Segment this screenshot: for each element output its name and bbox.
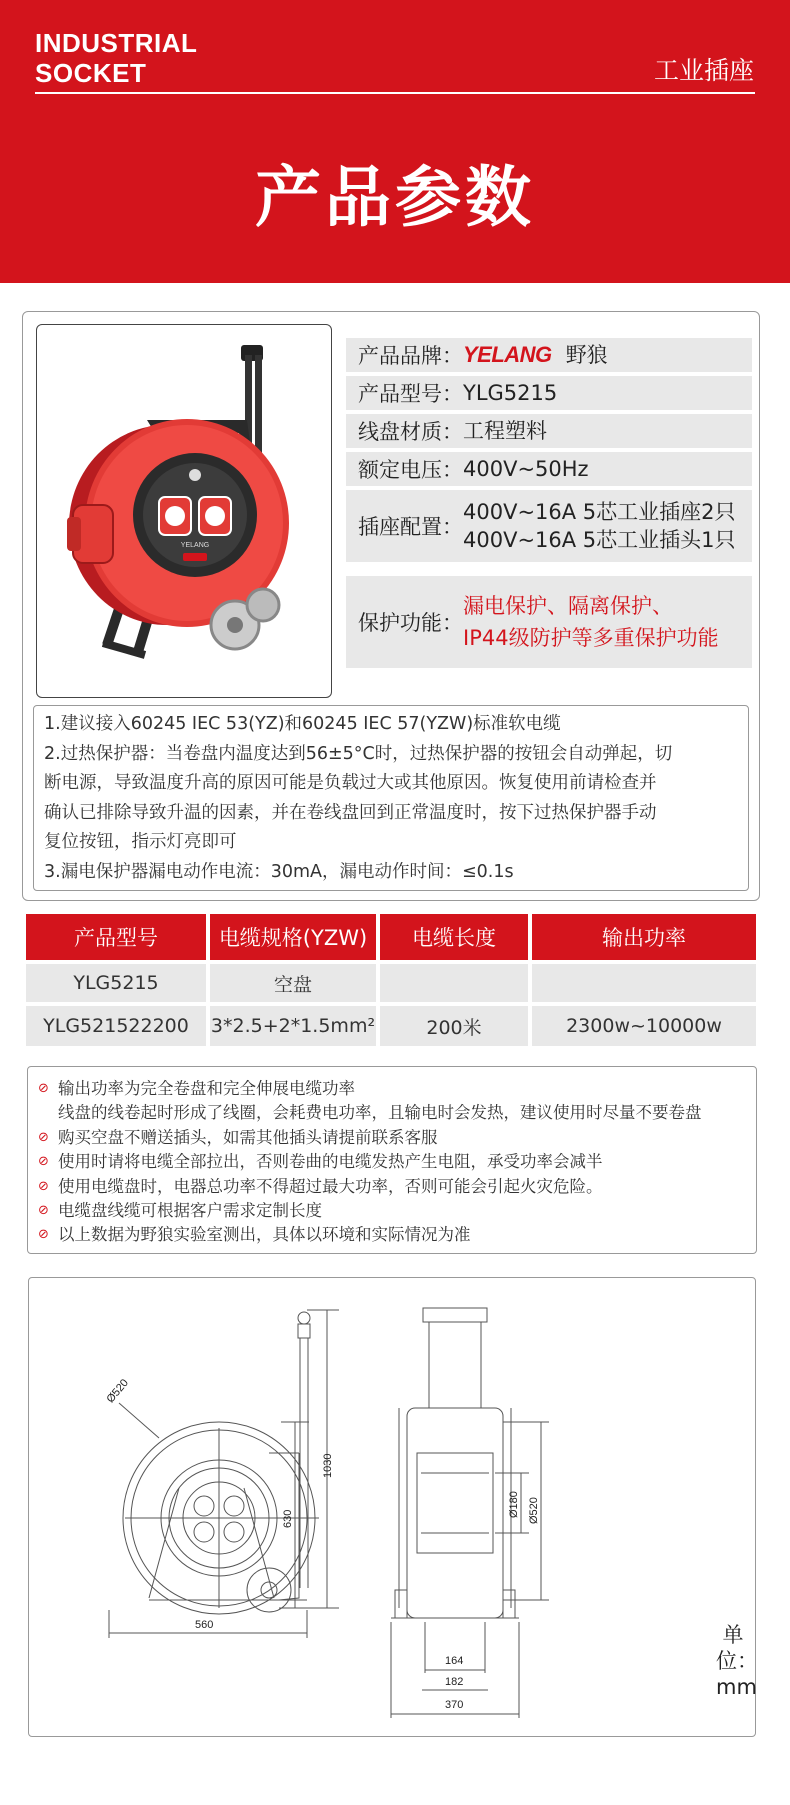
tip-item: ⊘ 使用时请将电缆全部拉出，否则卷曲的电缆发热产生电阻，承受功率会减半 — [38, 1150, 756, 1174]
table-cell — [380, 964, 528, 1002]
dimension-label: 182 — [445, 1676, 464, 1688]
cable-reel-illustration — [37, 325, 332, 698]
tip-item: ⊘ 输出功率为完全卷盘和完全伸展电缆功率 — [38, 1077, 756, 1101]
warning-icon: ⊘ — [38, 1178, 49, 1194]
socket-brand-label: YELANG — [180, 542, 210, 549]
spec-row-socket-config: 插座配置： 400V~16A 5芯工业插座2只 400V~16A 5芯工业插头1只 — [346, 490, 752, 562]
tip-item: 线盘的线卷起时形成了线圈，会耗费电功率，且输电时会发热，建议使用时尽量不要卷盘 — [58, 1103, 702, 1123]
dimension-label: 630 — [282, 1509, 294, 1528]
dimension-label: 560 — [195, 1619, 214, 1631]
dimension-label: Ø520 — [104, 1377, 131, 1406]
warning-icon: ⊘ — [38, 1081, 49, 1096]
unit-label: 单位：mm — [716, 1623, 758, 1699]
brand-english: INDUSTRIAL SOCKET — [35, 28, 198, 88]
table-header: 产品型号 — [26, 914, 206, 960]
technical-drawing — [28, 1277, 756, 1737]
dimension-label: 1030 — [322, 1453, 334, 1478]
dimension-label: Ø180 — [508, 1491, 520, 1518]
table-cell: 200米 — [380, 1006, 528, 1046]
warning-icon: ⊘ — [38, 1154, 49, 1170]
spec-row-protection: 保护功能： 漏电保护、隔离保护、 IP44级防护等多重保护功能 — [346, 576, 752, 668]
warning-icon: ⊘ — [38, 1203, 49, 1219]
tip-item: ⊘ 使用电缆盘时，电器总功率不得超过最大功率，否则可能会引起火灾危险。 — [38, 1175, 756, 1199]
dimension-label: Ø520 — [528, 1497, 540, 1524]
page-title: 产品参数 — [255, 159, 535, 236]
brand-logo: YELANG — [463, 342, 552, 367]
tip-item: ⊘ 电缆盘线缆可根据客户需求定制长度 — [38, 1199, 756, 1223]
table-cell — [532, 964, 756, 1002]
tip-item: ⊘ 购买空盘不赠送插头，如需其他插头请提前联系客服 — [38, 1126, 756, 1150]
dimension-label: 370 — [445, 1699, 464, 1711]
product-photo — [36, 324, 332, 698]
table-cell: YLG521522200 — [26, 1006, 206, 1046]
spec-row-material: 线盘材质： 工程塑料 — [346, 414, 752, 448]
table-cell: 空盘 — [210, 964, 376, 1002]
spec-row-brand: 产品品牌： YELANG 野狼 — [346, 338, 752, 372]
table-header: 电缆规格(YZW) — [210, 914, 376, 960]
table-cell: 2300w~10000w — [532, 1006, 756, 1046]
table-header: 输出功率 — [532, 914, 756, 960]
table-cell: 3*2.5+2*1.5mm² — [210, 1006, 376, 1046]
warning-icon: ⊘ — [38, 1129, 49, 1145]
usage-notes: 1.建议接入60245 IEC 53(YZ)和60245 IEC 57(YZW)标准软电缆 2.过热保护器：当卷盘内温度达到56±5°C时，过热保护器的按钮会自动弹起，切 断电源，导致温度升高的原因可能是负载过大或其他原因。恢复使用前请检查并 确认已排除导致升温的因素，并在卷线盘回到正常温度时，按下过热保护器手动 复位按钮，指示灯亮即可 3.漏电保护器漏电动作电流：30mA，漏电动作时间：≤0.1s — [33, 705, 749, 891]
dimension-drawing — [29, 1278, 757, 1738]
tip-item: ⊘ 以上数据为野狼实验室测出，具体以环境和实际情况为准 — [38, 1223, 756, 1247]
dimension-label: 164 — [445, 1655, 464, 1667]
spec-row-model: 产品型号： YLG5215 — [346, 376, 752, 410]
header-banner — [0, 0, 790, 283]
warning-icon: ⊘ — [38, 1227, 49, 1243]
brand-chinese: 工业插座 — [653, 56, 754, 85]
table-header: 电缆长度 — [380, 914, 528, 960]
tips-box — [27, 1066, 757, 1254]
table-cell: YLG5215 — [26, 964, 206, 1002]
spec-row-voltage: 额定电压： 400V~50Hz — [346, 452, 752, 486]
header-divider — [35, 92, 755, 94]
